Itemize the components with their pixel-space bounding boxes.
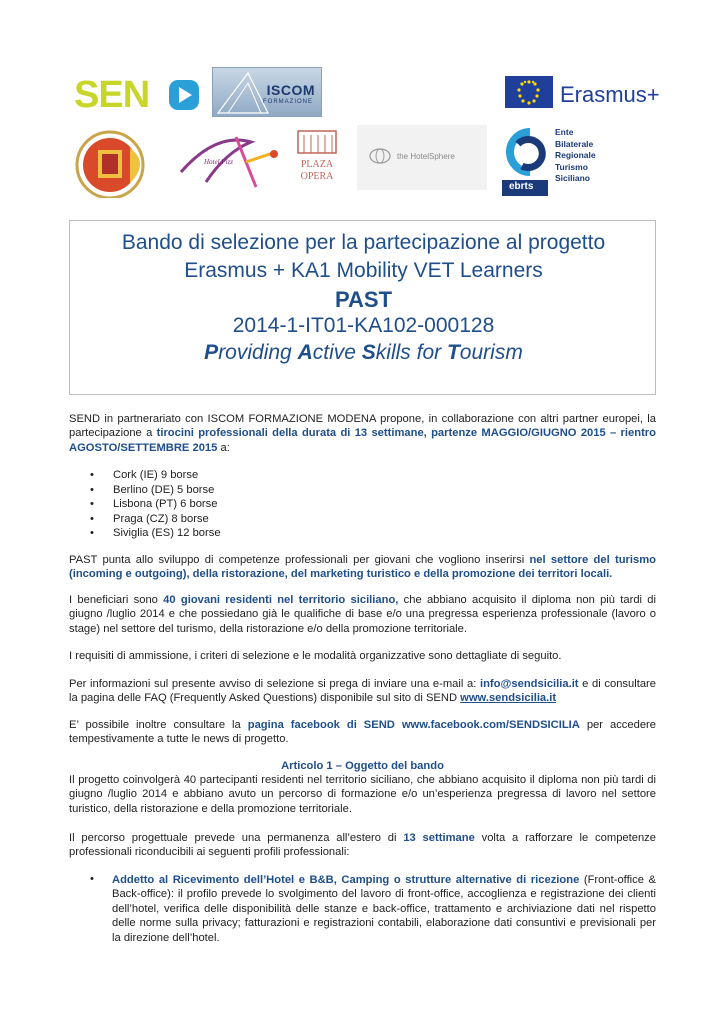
destinations-list xyxy=(90,468,221,541)
email-link[interactable]: info@sendsicilia.it xyxy=(479,678,579,690)
ebrts-short: ebrts xyxy=(509,181,534,192)
info-paragraph: Per informazioni sul presente avviso di selezione si prega di inviare una e-mail a: info@sendsicilia.it e di consultare la pagina delle FAQ (Frequently Asked Questions) disponibile sul sito di SEND www.sendsicilia.it xyxy=(69,678,657,705)
intro-paragraph: SEND in partnerariato con ISCOM FORMAZIONE MODENA propone, in collaborazione con altri partner europei, la partecipazione a tirocini professionali della durata di 13 settimane, partenze MAGGIO/GIUGNO 2015 – rientro AGOSTO/SETTEMBRE 2015 a: xyxy=(69,413,656,454)
project-code: 2014-1-IT01-KA102-000128 xyxy=(232,314,495,337)
facebook-paragraph: E’ possibile inoltre consultare la pagina facebook di SEND www.facebook.com/SENDSICILIA per accedere tempestivamente a tutte le news di progetto. xyxy=(69,719,656,746)
title-box xyxy=(69,220,656,395)
facebook-link[interactable]: pagina facebook di SEND www.facebook.com/SENDSICILIA xyxy=(247,719,580,731)
project-subtitle: Providing Active Skills for Tourism xyxy=(204,341,523,364)
erasmus-logo-text: Erasmus+ xyxy=(560,82,660,107)
hotelsphere-logo: the HotelSphere xyxy=(357,125,487,190)
percorso-paragraph: Il percorso progettuale prevede una permanenza all’estero di 13 settimane volta a rafforzare le competenze professionali riconducibili ai seguenti profili professionali: xyxy=(69,832,657,859)
iscom-logo: ISCOM FORMAZIONE xyxy=(212,67,322,117)
ebrts-text: Ente Bilaterale Regionale Turismo Siciliano xyxy=(555,127,596,183)
svg-text:Hotel Pizz: Hotel Pizz xyxy=(204,158,233,166)
article-1-heading: Articolo 1 – Oggetto del bando xyxy=(281,760,444,772)
list-item: • Cork (IE) 9 borse xyxy=(90,469,199,481)
project-name: PAST xyxy=(334,287,393,312)
hotel-logo xyxy=(176,132,286,190)
list-item: • Siviglia (ES) 12 borse xyxy=(90,527,221,540)
past-paragraph: PAST punta allo sviluppo di competenze professionali per giovani che vogliono inserirsi nel settore del turismo (incoming e outgoing), della ristorazione, del marketing turistico e della promozione dei territori locali. xyxy=(69,554,656,581)
crest-logo xyxy=(70,128,160,198)
svg-text:PLAZA: PLAZA xyxy=(300,159,334,170)
requisiti-paragraph: I requisiti di ammissione, i criteri di selezione e le modalità organizzative sono dettagliate di seguito. xyxy=(69,650,562,662)
profile-1: Addetto al Ricevimento dell’Hotel e B&B, Camping o strutture alternative di ricezione (Front-office & Back-office): il profilo prevede lo svolgimento del lavoro di front-office, accoglienza e registrazione dei clienti dell’hotel, verifica delle disponibilità delle stanze e back-office, trattamento e archiviazione dati nel rispetto delle norme sulla privacy; fatturazioni e registrazioni contabili, elaborazione dati consuntivi e previsionali per la direzione dell’hotel. xyxy=(112,874,656,944)
title-line-1: Bando di selezione per la partecipazione al progetto xyxy=(121,231,606,254)
article-1-text: Il progetto coinvolgerà 40 partecipanti residenti nel territorio siciliano, che abbiano acquisito il diploma non più tardi di giugno /luglio 2014 e abbiano avuto un percorso di formazione e/o un’esperienza pregressa di lavoro nel settore turistico, della ristorazione e della promozione territoriale. xyxy=(69,774,656,815)
title-line-2: Erasmus + KA1 Mobility VET Learners xyxy=(184,259,543,282)
profile-bullet: • xyxy=(90,873,94,885)
beneficiari-paragraph: I beneficiari sono 40 giovani residenti nel territorio siciliano, che abbiano acquisito il diploma non più tardi di giugno /luglio 2014 e che possiedano già le qualifiche di base e/o una pregressa esperienza professionale (lavoro o stage) nel settore del turismo, della ristorazione e/o della promozione territoriale. xyxy=(69,594,657,635)
svg-text:SEN: SEN xyxy=(74,74,150,114)
plaza-opera-logo xyxy=(292,125,342,197)
list-item: • Berlino (DE) 5 borse xyxy=(90,483,215,496)
svg-text:OPERA: OPERA xyxy=(300,171,334,182)
list-item: • Lisbona (PT) 6 borse xyxy=(90,498,218,511)
send-logo-text xyxy=(0,0,3,1)
website-link[interactable]: www.sendsicilia.it xyxy=(460,692,557,705)
send-logo xyxy=(74,74,202,114)
list-item: • Praga (CZ) 8 borse xyxy=(90,512,209,525)
